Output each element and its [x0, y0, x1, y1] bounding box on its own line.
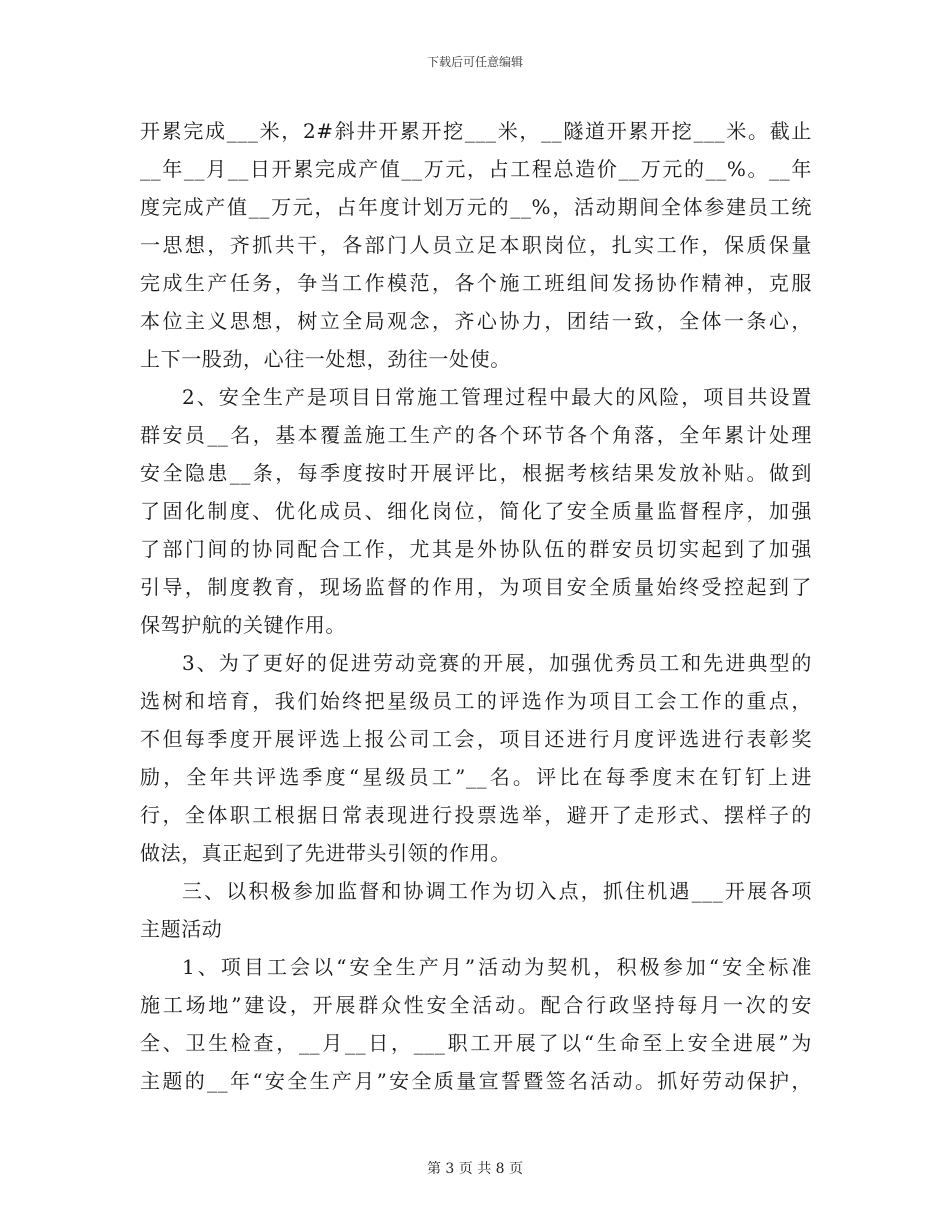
text-line: 上下一股劲，心往一处想，劲往一处使。	[140, 347, 511, 371]
text-line: 群安员__名，基本覆盖施工生产的各个环节各个角落，全年累计处理	[140, 423, 812, 447]
text-line: 保驾护航的关键作用。	[140, 613, 346, 637]
text-line: 做法，真正起到了先进带头引领的作用。	[140, 841, 511, 865]
text-line: 引导，制度教育，现场监督的作用，为项目安全质量始终受控起到了	[140, 575, 812, 599]
page-footer: 第 3 页 共 8 页	[426, 1161, 524, 1177]
text-line: 选树和培育，我们始终把星级员工的评选作为项目工会工作的重点，	[140, 689, 812, 713]
text-line: 不但每季度开展评选上报公司工会，项目还进行月度评选进行表彰奖	[140, 727, 812, 751]
text-line: 3、为了更好的促进劳动竞赛的开展，加强优秀员工和先进典型的	[182, 651, 812, 675]
text-line: 主题的__年“安全生产月”安全质量宣誓暨签名活动。抓好劳动保护，	[140, 1069, 812, 1093]
text-line: 三、以积极参加监督和协调工作为切入点，抓住机遇___开展各项	[182, 879, 812, 903]
text-line: 主题活动	[140, 917, 223, 941]
text-line: 励，全年共评选季度“星级员工”__名。评比在每季度末在钉钉上进	[140, 765, 812, 789]
text-line: 本位主义思想，树立全局观念，齐心协力，团结一致，全体一条心，	[140, 309, 812, 333]
page-header: 下载后可任意编辑	[426, 55, 523, 69]
text-line: 开累完成___米，2#斜井开累开挖___米，__隧道开累开挖___米。截止	[140, 119, 812, 143]
text-line: __年__月__日开累完成产值__万元，占工程总造价__万元的__%。__年	[140, 157, 812, 181]
text-line: 了固化制度、优化成员、细化岗位，简化了安全质量监督程序，加强	[140, 499, 812, 523]
text-line: 施工场地”建设，开展群众性安全活动。配合行政坚持每月一次的安	[140, 993, 812, 1017]
text-line: 2、安全生产是项目日常施工管理过程中最大的风险，项目共设置	[182, 385, 812, 409]
text-line: 行，全体职工根据日常表现进行投票选举，避开了走形式、摆样子的	[140, 803, 812, 827]
document-body	[140, 112, 812, 1100]
text-line: 1、项目工会以“安全生产月”活动为契机，积极参加“安全标准	[182, 955, 812, 979]
text-line: 一思想，齐抓共干，各部门人员立足本职岗位，扎实工作，保质保量	[140, 233, 812, 257]
text-line: 度完成产值__万元，占年度计划万元的__%，活动期间全体参建员工统	[140, 195, 812, 219]
text-line: 全、卫生检查，__月__日，___职工开展了以“生命至上安全进展”为	[140, 1031, 812, 1055]
text-line: 安全隐患__条，每季度按时开展评比，根据考核结果发放补贴。做到	[140, 461, 812, 485]
text-line: 了部门间的协同配合工作，尤其是外协队伍的群安员切实起到了加强	[140, 537, 812, 561]
text-line: 完成生产任务，争当工作模范，各个施工班组间发扬协作精神，克服	[140, 271, 812, 295]
